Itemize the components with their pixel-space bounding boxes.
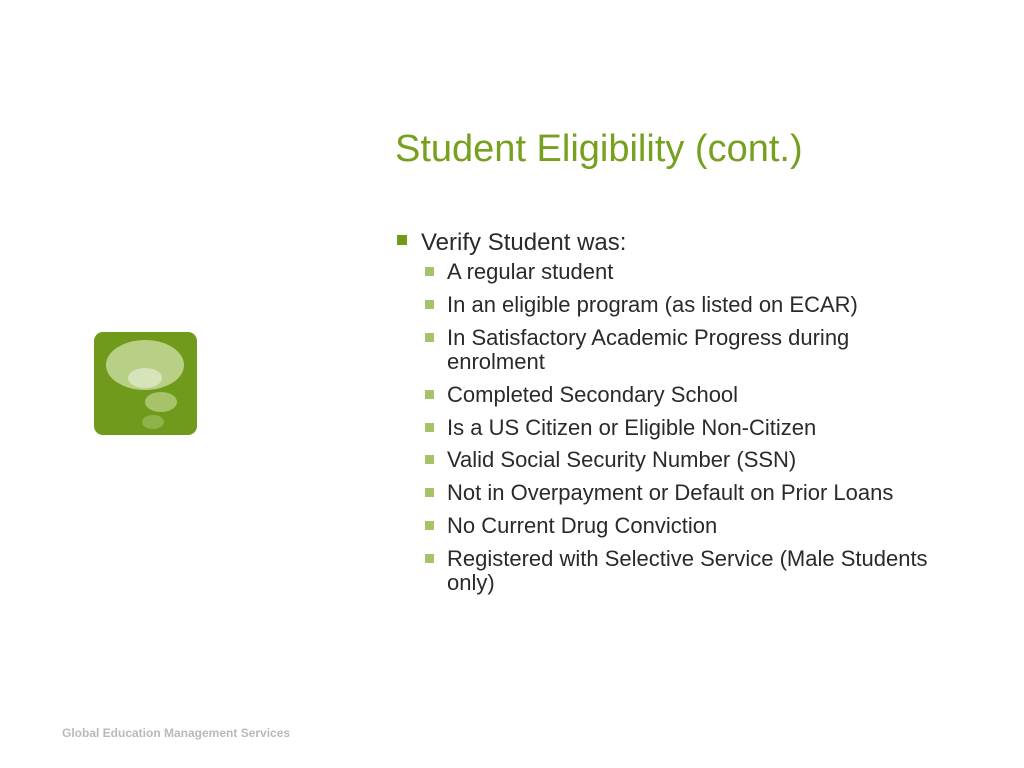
sub-bullet-text: In Satisfactory Academic Progress during enrolment bbox=[447, 324, 850, 375]
sub-bullet-item bbox=[421, 481, 937, 506]
sub-bullet-item bbox=[421, 293, 937, 318]
sub-bullet-text: In an eligible program (as listed on ECAR) bbox=[447, 291, 858, 317]
sub-bullet-text: Is a US Citizen or Eligible Non-Citizen bbox=[447, 414, 817, 440]
square-bullet-icon bbox=[425, 300, 434, 309]
thought-bubble-icon bbox=[94, 332, 197, 435]
square-bullet-icon bbox=[425, 390, 434, 399]
sub-bullet-item bbox=[421, 260, 937, 285]
sub-bullet-text: A regular student bbox=[447, 259, 614, 284]
sub-bullet-item bbox=[421, 416, 937, 441]
square-bullet-icon bbox=[425, 267, 434, 276]
sub-bullet-text: Not in Overpayment or Default on Prior Loans bbox=[447, 480, 894, 506]
sub-bullet-list bbox=[421, 260, 955, 596]
sub-bullet-text: No Current Drug Conviction bbox=[447, 513, 718, 539]
footer-text: Global Education Management Services bbox=[62, 726, 291, 740]
sub-bullet-item bbox=[421, 383, 937, 408]
square-bullet-icon bbox=[397, 235, 407, 245]
slide-title: Student Eligibility (cont.) bbox=[395, 128, 803, 170]
square-bullet-icon bbox=[425, 455, 434, 464]
main-bullet-text: Verify Student was: bbox=[421, 229, 627, 256]
square-bullet-icon bbox=[425, 488, 434, 497]
square-bullet-icon bbox=[425, 423, 434, 432]
sub-bullet-item bbox=[421, 326, 937, 375]
sub-bullet-text: Valid Social Security Number (SSN) bbox=[447, 447, 797, 473]
square-bullet-icon bbox=[425, 333, 434, 342]
bullet-list bbox=[395, 228, 955, 604]
sub-bullet-item bbox=[421, 514, 937, 539]
sub-bullet-item bbox=[421, 448, 937, 473]
sub-bullet-text: Registered with Selective Service (Male Students only) bbox=[447, 545, 928, 596]
square-bullet-icon bbox=[425, 554, 434, 563]
main-bullet bbox=[395, 228, 955, 596]
sub-bullet-text: Completed Secondary School bbox=[447, 381, 739, 407]
square-bullet-icon bbox=[425, 521, 434, 530]
sub-bullet-item bbox=[421, 547, 937, 596]
